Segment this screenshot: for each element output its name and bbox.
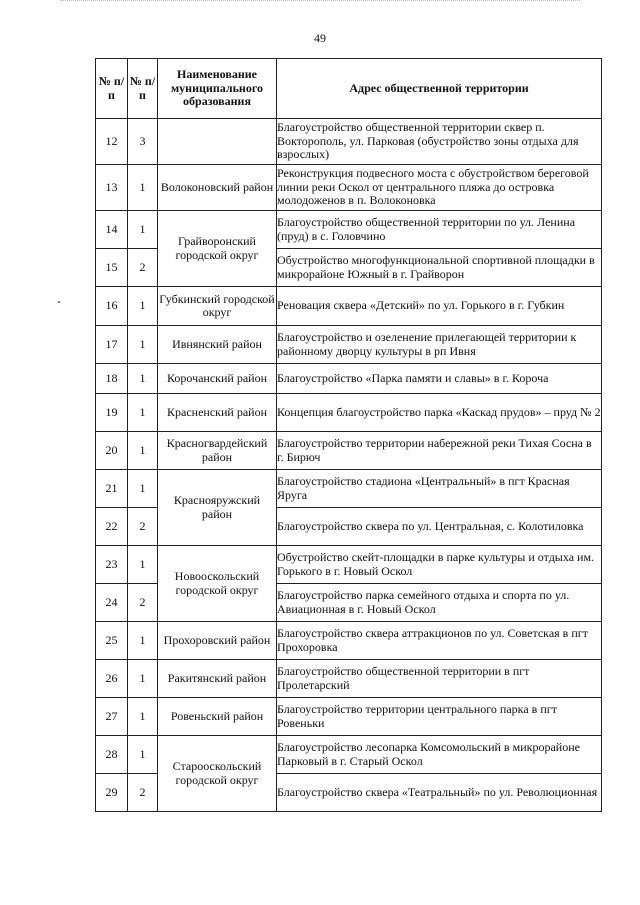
row-num1: 21 — [96, 470, 128, 508]
row-num1: 22 — [96, 508, 128, 546]
row-num2: 1 — [128, 660, 158, 698]
municipality-cell: Корочанский район — [158, 364, 277, 394]
municipality-cell: Новооскольский городской округ — [158, 546, 277, 622]
row-num1: 25 — [96, 622, 128, 660]
row-num2: 1 — [128, 165, 158, 211]
table-row — [96, 287, 602, 326]
address-cell: Концепция благоустройство парка «Каскад прудов» – пруд № 2 — [277, 394, 602, 432]
address-cell: Благоустройство лесопарка Комсомольский в микрорайоне Парковый в г. Старый Оскол — [277, 736, 602, 774]
address-cell: Благоустройство общественной территории сквер п. Вокторополь, ул. Парковая (обустройство зоны отдыха для взрослых) — [277, 119, 602, 165]
header-num2: № п/п — [128, 59, 158, 119]
address-cell: Благоустройство территории центрального парка в пгт Ровеньки — [277, 698, 602, 736]
row-num1: 20 — [96, 432, 128, 470]
row-num2: 1 — [128, 470, 158, 508]
row-num1: 16 — [96, 287, 128, 326]
address-cell: Благоустройство территории набережной реки Тихая Сосна в г. Бирюч — [277, 432, 602, 470]
table-row — [96, 470, 602, 508]
municipality-cell: Прохоровский район — [158, 622, 277, 660]
municipality-cell: Старооскольский городской округ — [158, 736, 277, 812]
row-num1: 29 — [96, 774, 128, 812]
header-municipality: Наименование муниципального образования — [158, 59, 277, 119]
address-cell: Благоустройство «Парка памяти и славы» в г. Короча — [277, 364, 602, 394]
table-row — [96, 622, 602, 660]
address-cell: Благоустройство сквера аттракционов по ул. Советская в пгт Прохоровка — [277, 622, 602, 660]
row-num1: 17 — [96, 326, 128, 364]
address-cell: Благоустройство сквера по ул. Центральная, с. Колотиловка — [277, 508, 602, 546]
row-num2: 2 — [128, 584, 158, 622]
row-num1: 19 — [96, 394, 128, 432]
row-num1: 14 — [96, 211, 128, 249]
address-cell: Обустройство многофункциональной спортивной площадки в микрорайоне Южный в г. Грайворон — [277, 249, 602, 287]
row-num2: 1 — [128, 622, 158, 660]
row-num2: 3 — [128, 119, 158, 165]
row-num2: 2 — [128, 508, 158, 546]
row-num2: 1 — [128, 394, 158, 432]
row-num1: 27 — [96, 698, 128, 736]
margin-mark — [58, 301, 60, 303]
municipality-cell: Красненский район — [158, 394, 277, 432]
row-num2: 1 — [128, 736, 158, 774]
row-num2: 1 — [128, 432, 158, 470]
address-cell: Благоустройство стадиона «Центральный» в пгт Красная Яруга — [277, 470, 602, 508]
table-row — [96, 165, 602, 211]
row-num1: 24 — [96, 584, 128, 622]
row-num1: 26 — [96, 660, 128, 698]
table-row — [96, 736, 602, 774]
page-number: 49 — [314, 31, 326, 45]
table-row — [96, 394, 602, 432]
row-num1: 23 — [96, 546, 128, 584]
address-cell: Благоустройство сквера «Театральный» по ул. Революционная — [277, 774, 602, 812]
row-num2: 1 — [128, 364, 158, 394]
table-row — [96, 546, 602, 584]
municipality-cell: Губкинский городской округ — [158, 287, 277, 326]
municipality-cell: Грайворонский городской округ — [158, 211, 277, 287]
table-row — [96, 119, 602, 165]
municipality-cell: Волоконовский район — [158, 165, 277, 211]
municipality-cell: Ивнянский район — [158, 326, 277, 364]
row-num1: 18 — [96, 364, 128, 394]
header-row — [96, 59, 602, 119]
address-cell: Благоустройство парка семейного отдыха и спорта по ул. Авиационная в г. Новый Оскол — [277, 584, 602, 622]
address-cell: Благоустройство и озеленение прилегающей территории к районному дворцу культуры в рп Ивня — [277, 326, 602, 364]
table-row — [96, 211, 602, 249]
municipality-cell: Ровеньский район — [158, 698, 277, 736]
address-cell: Благоустройство общественной территории по ул. Ленина (пруд) в с. Головчино — [277, 211, 602, 249]
header-address: Адрес общественной территории — [277, 59, 602, 119]
row-num2: 2 — [128, 249, 158, 287]
row-num2: 1 — [128, 287, 158, 326]
address-cell: Реконструкция подвесного моста с обустройством береговой линии реки Оскол от центрального пляжа до островка молодоженов в п. Волоконовка — [277, 165, 602, 211]
row-num1: 12 — [96, 119, 128, 165]
table-row — [96, 660, 602, 698]
row-num2: 1 — [128, 211, 158, 249]
header-num1: № п/п — [96, 59, 128, 119]
municipality-cell: Краснояружский район — [158, 470, 277, 546]
table-row — [96, 432, 602, 470]
table-row — [96, 364, 602, 394]
territories-table — [95, 58, 602, 812]
row-num2: 2 — [128, 774, 158, 812]
municipality-cell — [158, 119, 277, 165]
address-cell: Благоустройство общественной территории в пгт Пролетарский — [277, 660, 602, 698]
table-row — [96, 698, 602, 736]
row-num2: 1 — [128, 326, 158, 364]
address-cell: Обустройство скейт-площадки в парке культуры и отдыха им. Горького в г. Новый Оскол — [277, 546, 602, 584]
table-row — [96, 326, 602, 364]
top-edge-line — [60, 0, 580, 2]
row-num1: 15 — [96, 249, 128, 287]
municipality-cell: Ракитянский район — [158, 660, 277, 698]
address-cell: Реновация сквера «Детский» по ул. Горького в г. Губкин — [277, 287, 602, 326]
row-num1: 28 — [96, 736, 128, 774]
row-num2: 1 — [128, 698, 158, 736]
row-num1: 13 — [96, 165, 128, 211]
row-num2: 1 — [128, 546, 158, 584]
municipality-cell: Красногвардейский район — [158, 432, 277, 470]
